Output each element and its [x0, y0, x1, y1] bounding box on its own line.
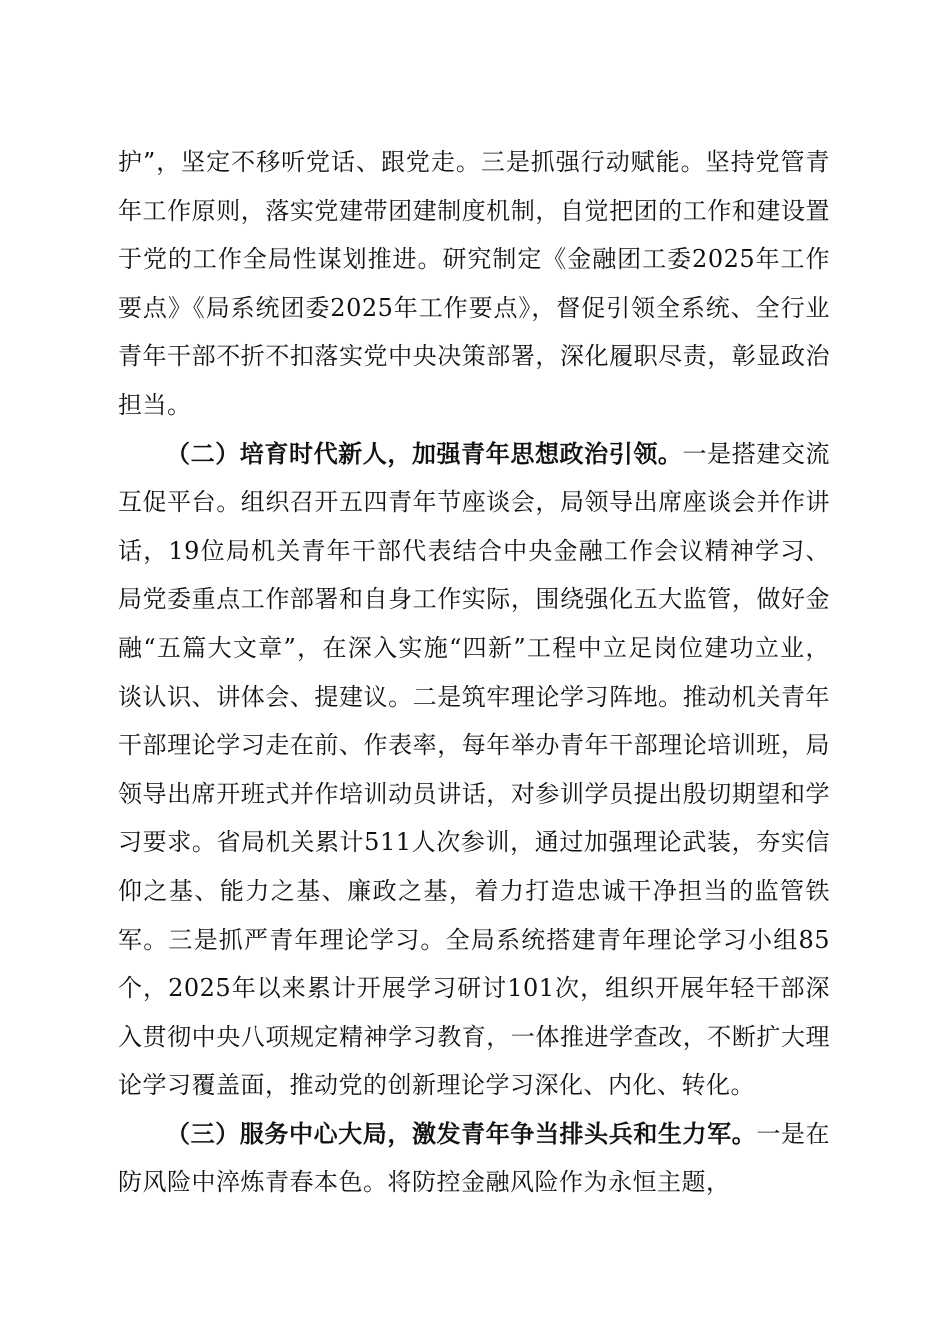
paragraph-2	[118, 430, 830, 1110]
paragraph-3	[118, 1110, 830, 1207]
paragraph-2-heading: （二）培育时代新人，加强青年思想政治引领。	[166, 438, 683, 468]
paragraph-1-text: 护”，坚定不移听党话、跟党走。三是抓强行动赋能。坚持党管青年工作原则，落实党建带团建制度机制，自觉把团的工作和建设置于党的工作全局性谋划推进。研究制定《金融团工委2025年工作要点》《局系统团委2025年工作要点》，督促引领全系统、全行业青年干部不折不扣落实党中央决策部署，深化履职尽责，彰显政治担当。	[118, 148, 830, 419]
paragraph-2-text: 一是搭建交流互促平台。组织召开五四青年节座谈会，局领导出席座谈会并作讲话，19位局机关青年干部代表结合中央金融工作会议精神学习、局党委重点工作部署和自身工作实际，围绕强化五大监管，做好金融“五篇大文章”，在深入实施“四新”工程中立足岗位建功立业，谈认识、讲体会、提建议。二是筑牢理论学习阵地。推动机关青年干部理论学习走在前、作表率，每年举办青年干部理论培训班，局领导出席开班式并作培训动员讲话，对参训学员提出殷切期望和学习要求。省局机关累计511人次参训，通过加强理论武装，夯实信仰之基、能力之基、廉政之基，着力打造忠诚干净担当的监管铁军。三是抓严青年理论学习。全局系统搭建青年理论学习小组85个，2025年以来累计开展学习研讨101次，组织开展年轻干部深入贯彻中央八项规定精神学习教育，一体推进学查改，不断扩大理论学习覆盖面，推动党的创新理论学习深化、内化、转化。	[118, 439, 831, 1100]
paragraph-3-text: 一是在防风险中淬炼青春本色。将防控金融风险作为永恒主题，	[118, 1119, 831, 1197]
document-body	[118, 138, 830, 1207]
paragraph-3-heading: （三）服务中心大局，激发青年争当排头兵和生力军。	[166, 1118, 757, 1148]
paragraph-1	[118, 138, 830, 430]
